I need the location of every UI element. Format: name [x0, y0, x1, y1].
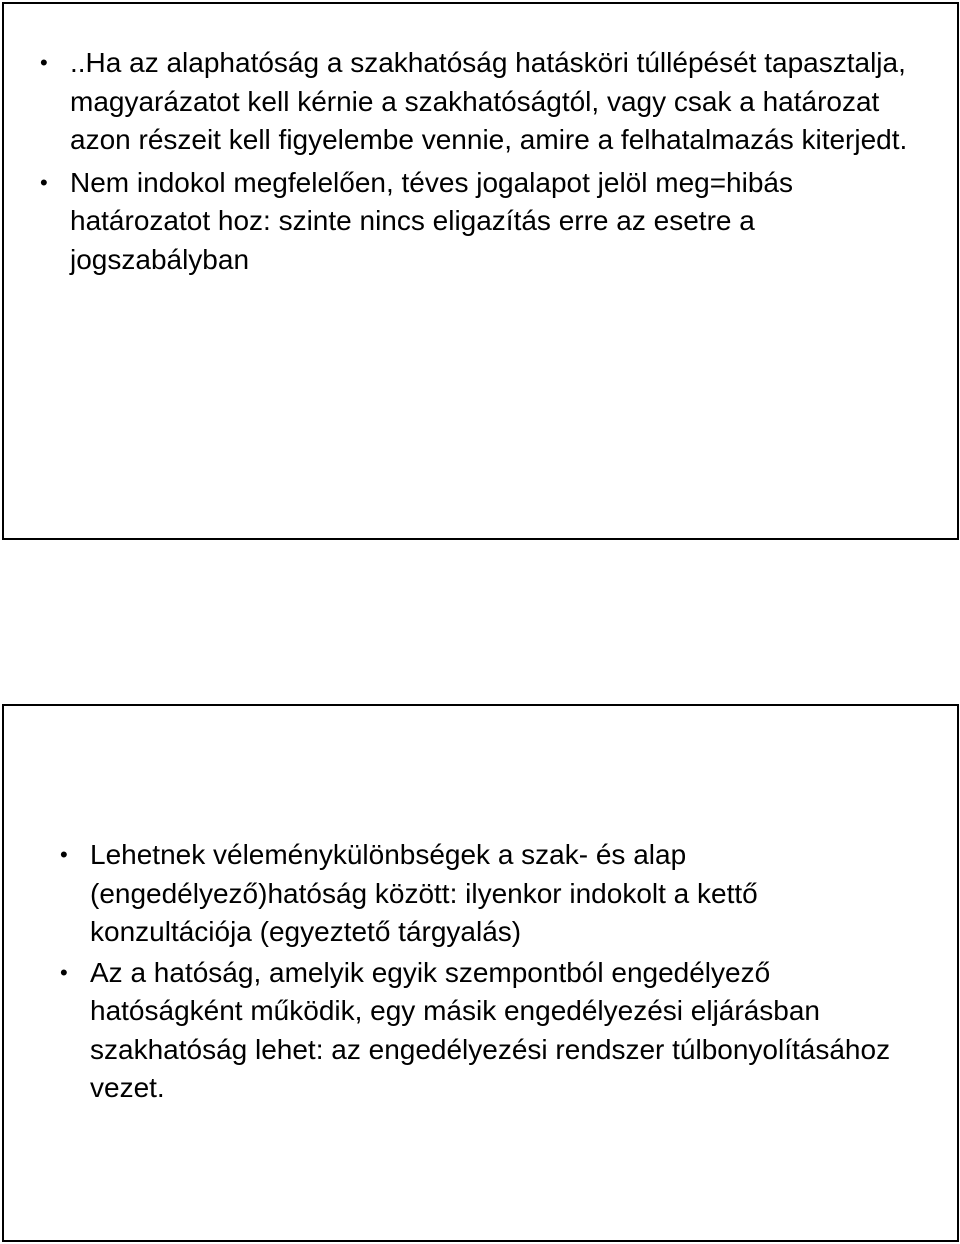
bullet-item: [34, 164, 914, 280]
bullet-item: [54, 836, 914, 952]
bullet-icon: •: [60, 842, 68, 867]
bullet-item: [34, 44, 914, 160]
bullet-icon: •: [40, 50, 48, 75]
bullet-list: [34, 44, 914, 279]
bullet-item: [54, 954, 914, 1108]
bullet-text: Nem indokol megfelelően, téves jogalapot jelöl meg=hibás határozatot hoz: szinte nincs eligazítás erre az esetre a jogszabályban: [70, 166, 793, 275]
bullet-text: Lehetnek véleménykülönbségek a szak- és alap (engedélyező)hatóság között: ilyenkor indokolt a kettő konzultációja (egyeztető tárgyalás): [90, 839, 758, 947]
bullet-text: ..Ha az alaphatóság a szakhatóság hatásköri túllépését tapasztalja, magyarázatot kell kérnie a szakhatóságtól, vagy csak a határozat azon részeit kell figyelembe vennie, amire a felhatalmazás kiterjedt.: [70, 47, 908, 155]
slide-2: [2, 704, 959, 1242]
bullet-icon: •: [60, 959, 68, 985]
slide-1: [2, 2, 959, 540]
bullet-list: [54, 836, 914, 1108]
bullet-text: Az a hatóság, amelyik egyik szempontból engedélyező hatóságként működik, egy másik engedélyezési eljárásban szakhatóság lehet: az engedélyezési rendszer túlbonyolításához vezet.: [90, 956, 891, 1103]
bullet-icon: •: [40, 169, 48, 195]
